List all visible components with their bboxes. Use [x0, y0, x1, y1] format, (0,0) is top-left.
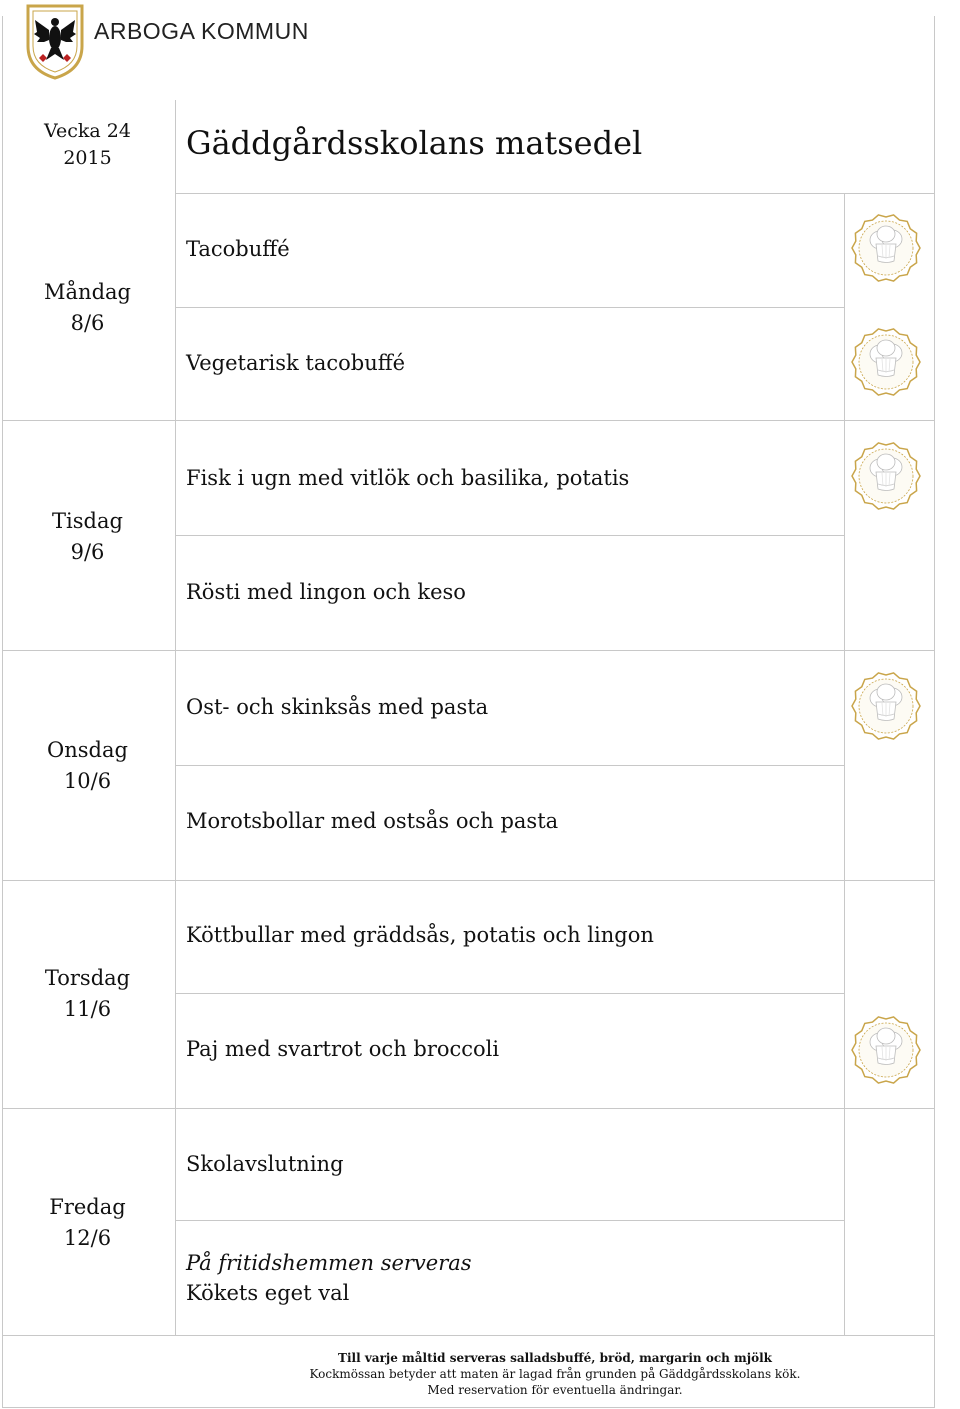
day-name: Tisdag [52, 509, 123, 533]
day-label-wednesday [0, 735, 175, 797]
footer-line-1: Till varje måltid serveras salladsbuffé, bröd, margarin och mjölk [338, 1351, 772, 1365]
day-label-tuesday [0, 506, 175, 568]
day-date: 12/6 [63, 1226, 112, 1250]
column-divider [175, 100, 176, 1335]
arboga-coat-of-arms-icon [24, 2, 86, 80]
dish-primary: Tacobuffé [186, 237, 290, 261]
dish-secondary: Kökets eget val [186, 1281, 350, 1305]
dish-primary: Ost- och skinksås med pasta [186, 695, 489, 719]
day-label-thursday [0, 963, 175, 1025]
day-separator [2, 1108, 935, 1109]
dish-separator [175, 765, 844, 766]
chef-hat-icon [850, 326, 922, 398]
dish-primary: Köttbullar med gräddsås, potatis och lingon [186, 923, 654, 947]
dish-primary: Skolavslutning [186, 1152, 344, 1176]
week-label: Vecka 24 [44, 120, 131, 142]
dish-separator [175, 1220, 844, 1221]
page-title: Gäddgårdsskolans matsedel [186, 124, 643, 162]
day-name: Torsdag [44, 966, 131, 990]
footer-separator [2, 1335, 935, 1336]
footer [175, 1350, 935, 1398]
dish-primary: Fisk i ugn med vitlök och basilika, potatis [186, 466, 630, 490]
day-separator [2, 880, 935, 881]
frame-bottom [2, 1407, 935, 1408]
frame-right [934, 16, 935, 1408]
icon-column-divider [844, 193, 845, 1335]
year: 2015 [63, 147, 112, 169]
day-date: 9/6 [70, 540, 105, 564]
day-date: 8/6 [70, 311, 105, 335]
day-name: Onsdag [47, 738, 128, 762]
dish-secondary: Paj med svartrot och broccoli [186, 1037, 500, 1061]
chef-hat-icon [850, 1014, 922, 1086]
dish-separator [175, 993, 844, 994]
day-name: Fredag [49, 1195, 126, 1219]
chef-hat-icon [850, 440, 922, 512]
day-label-friday [0, 1192, 175, 1254]
header-separator [175, 193, 935, 194]
week-info [0, 118, 175, 172]
day-label-monday [0, 277, 175, 339]
day-name: Måndag [44, 280, 131, 304]
dish-note: På fritidshemmen serveras [186, 1251, 472, 1275]
dish-separator [175, 307, 844, 308]
chef-hat-icon [850, 670, 922, 742]
footer-line-2: Kockmössan betyder att maten är lagad från grunden på Gäddgårdsskolans kök. [309, 1367, 801, 1381]
dish-secondary: Vegetarisk tacobuffé [186, 351, 406, 375]
org-name: ARBOGA KOMMUN [94, 18, 309, 44]
dish-separator [175, 535, 844, 536]
chef-hat-icon [850, 212, 922, 284]
day-separator [2, 420, 935, 421]
dish-secondary: Rösti med lingon och keso [186, 580, 466, 604]
dish-secondary: Morotsbollar med ostsås och pasta [186, 809, 559, 833]
day-date: 10/6 [63, 769, 112, 793]
day-date: 11/6 [63, 997, 112, 1021]
footer-line-3: Med reservation för eventuella ändringar. [427, 1383, 683, 1397]
day-separator [2, 650, 935, 651]
